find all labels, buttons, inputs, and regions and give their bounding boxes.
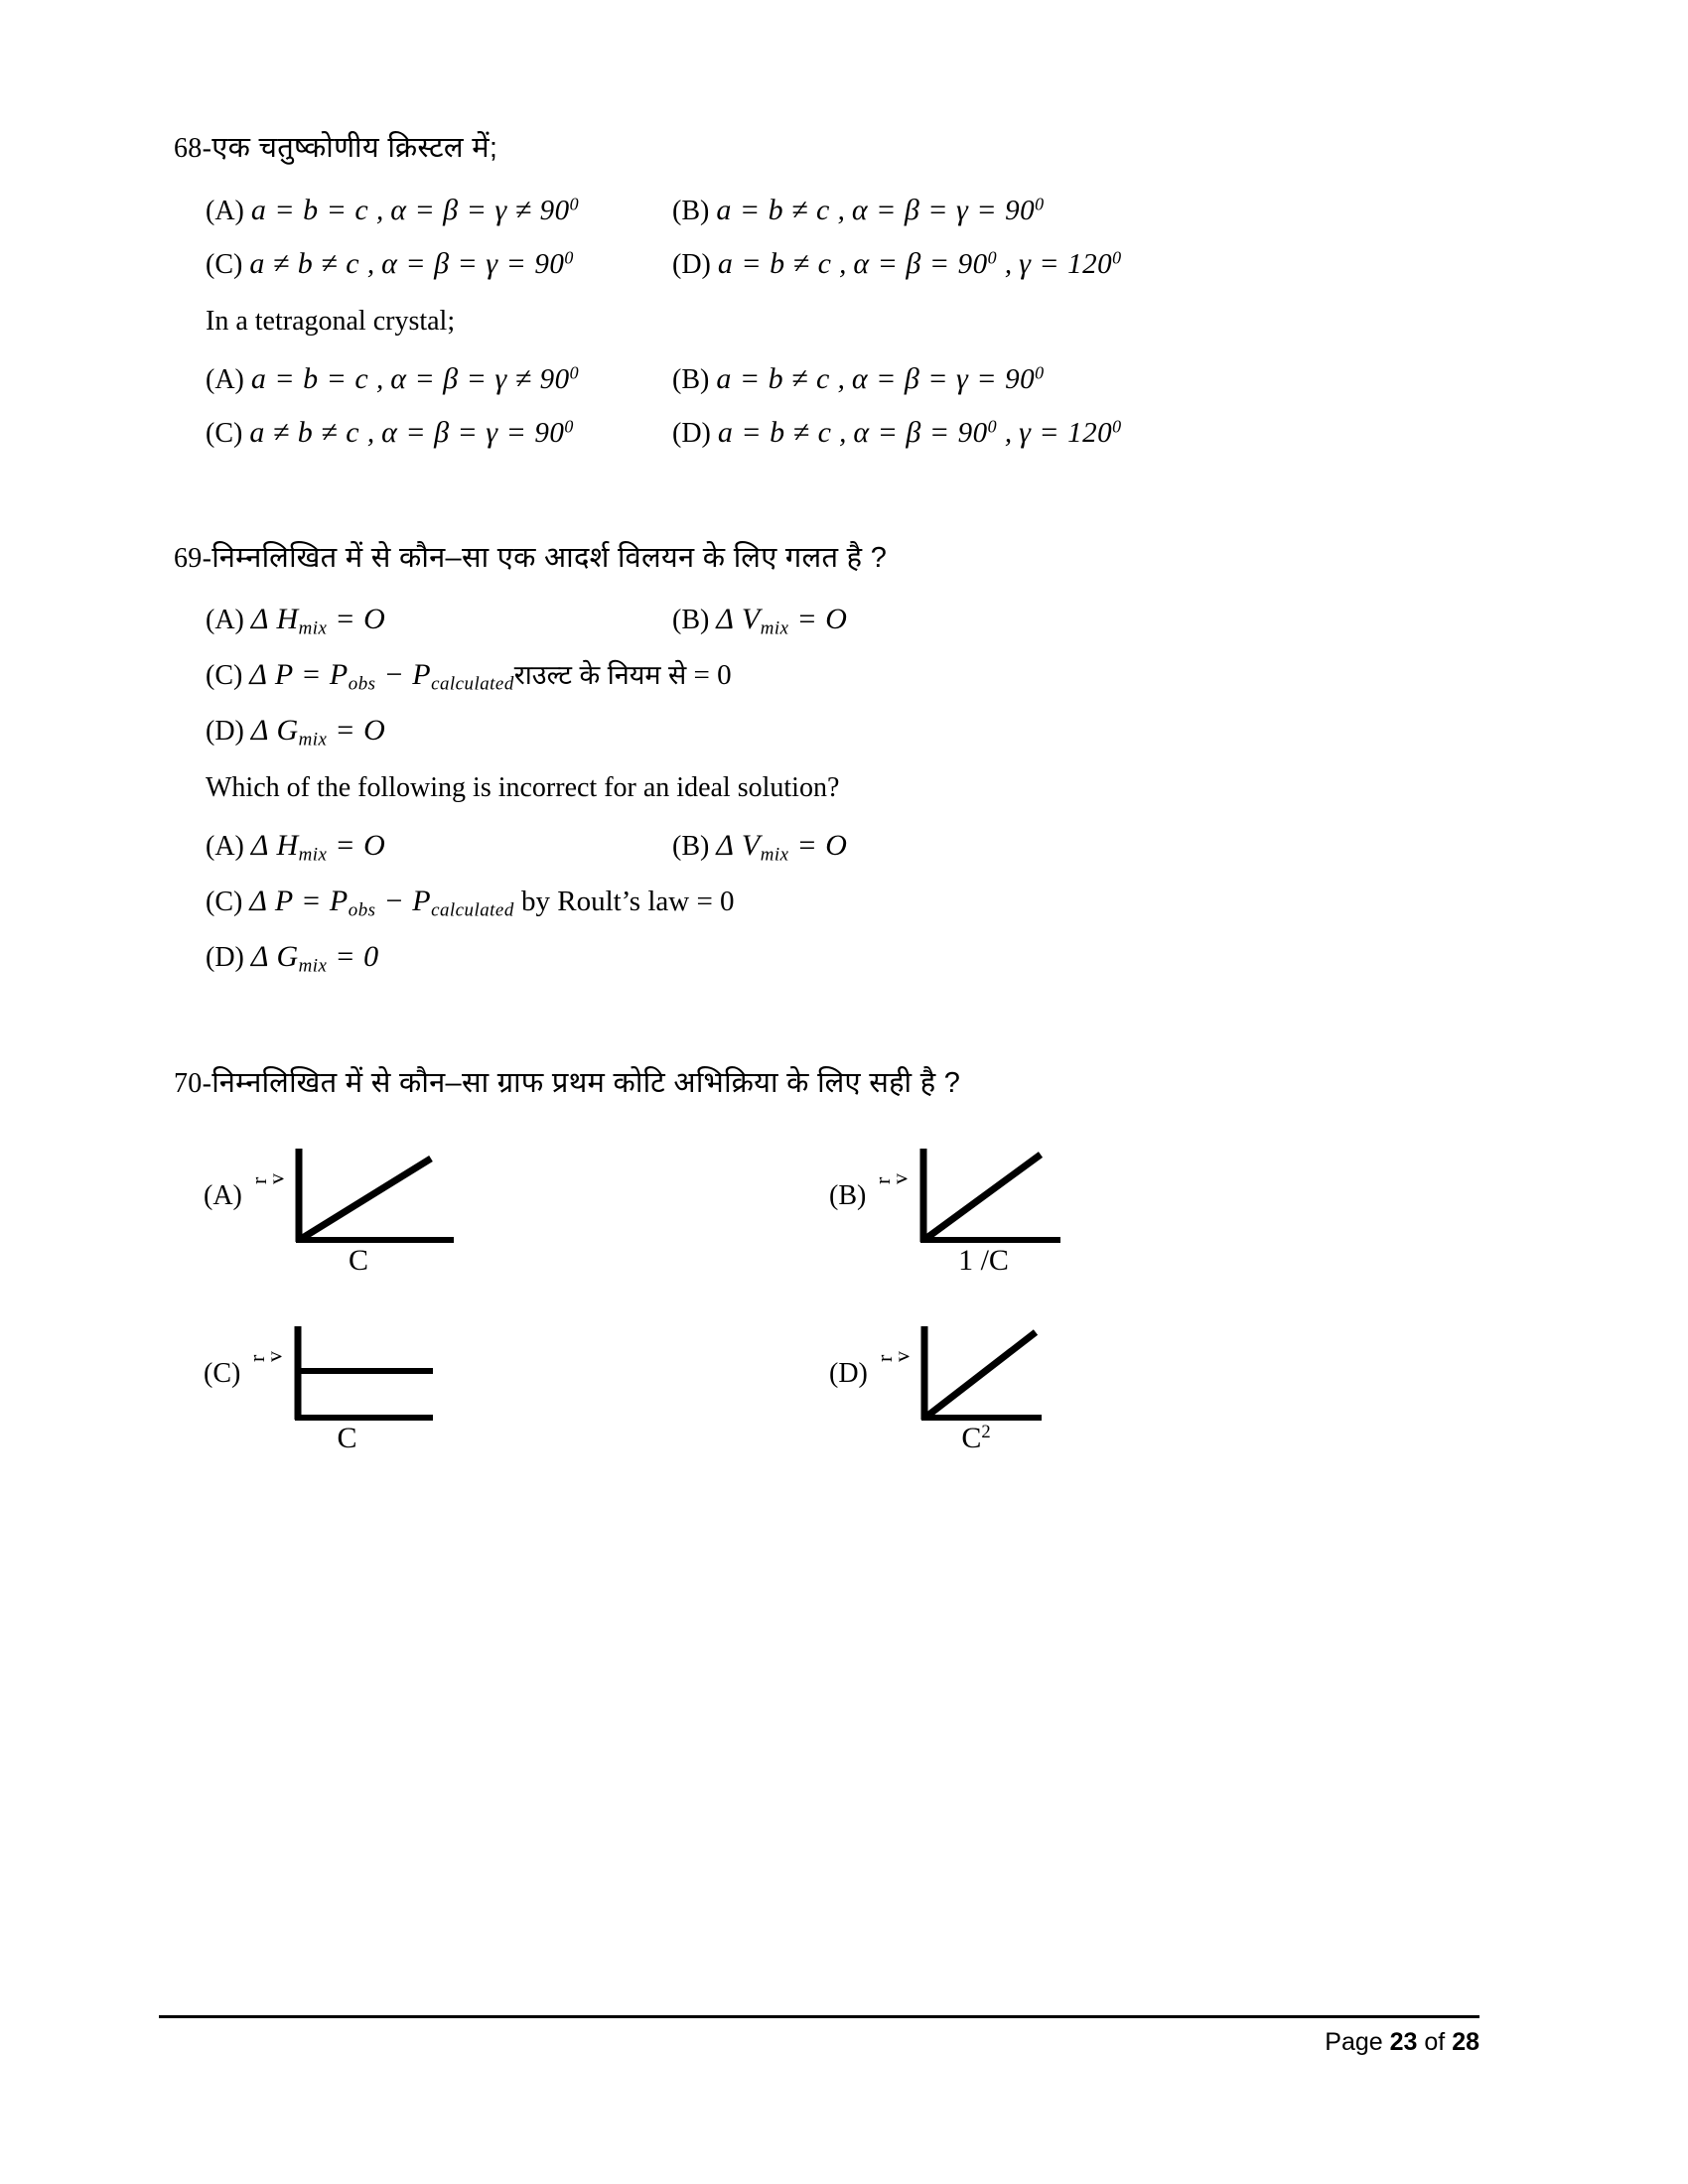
footer-prefix: Page [1325, 2028, 1390, 2056]
question-69-option-b-english[interactable] [672, 824, 1139, 869]
option-label: (C) [206, 418, 243, 450]
question-68-stem-english: In a tetragonal crystal; [206, 305, 456, 337]
option-math: Δ $G_{mix} = O$ [250, 713, 386, 751]
question-68-option-a-english[interactable] [206, 357, 672, 401]
graph-d-y-axis-label: r v [871, 1352, 914, 1362]
question-68-option-d-hindi[interactable] [672, 242, 1139, 286]
graph-c-x-axis-label: C [337, 1422, 357, 1454]
question-68-hindi-options-row-2 [206, 242, 1475, 286]
option-math: Δ $V_{mix} = O$ [716, 603, 848, 639]
option-math [249, 885, 514, 921]
question-70 [174, 1062, 1475, 1455]
graph-b-x-axis-label: 1 /C [958, 1244, 1009, 1277]
question-69-english-options-row-3 [206, 935, 1475, 980]
option-label: (D) [206, 941, 244, 973]
graph-a-figure [287, 1145, 466, 1277]
page-content [174, 127, 1475, 1500]
graph-a-y-axis-label: r v [245, 1174, 289, 1184]
question-69-option-d-english[interactable] [206, 935, 1099, 980]
graph-b-y-axis-label: r v [870, 1174, 913, 1184]
question-69-hindi-options-row-2 [206, 653, 1475, 698]
graph-d-figure [913, 1322, 1091, 1455]
question-69-option-c-english[interactable] [206, 880, 1099, 924]
option-label: (A) [206, 363, 244, 395]
question-70-stem-hindi [174, 1062, 1475, 1106]
option-math: Δ $G_{mix} = 0$ [250, 939, 379, 977]
question-69-hindi-options-row-3 [206, 709, 1475, 753]
question-70-option-a[interactable] [204, 1145, 670, 1277]
option-math: Δ $H_{mix} = O$ [250, 603, 386, 639]
option-c-sub-obs: obs [348, 899, 376, 921]
option-c-suffix: = 0 [686, 659, 732, 692]
option-c-sub-calculated: calculated [431, 899, 514, 921]
option-c-sub-calculated: calculated [431, 673, 514, 695]
option-math: Δ $V_{mix} = O$ [716, 829, 848, 866]
question-68-option-d-english[interactable] [672, 411, 1139, 455]
option-label: (D) [829, 1358, 868, 1389]
question-68-number: 68- [174, 133, 212, 164]
option-math: a = b ≠ c , $\alpha = \beta = \gamma = 90^0$ [716, 193, 1045, 226]
option-label: (C) [204, 1358, 241, 1389]
option-c-prefix: Δ P = P [249, 658, 349, 692]
question-69 [174, 537, 1475, 980]
question-68-hindi-text: एक चतुष्कोणीय क्रिस्टल में; [211, 132, 498, 164]
option-math: a = b ≠ c , $\alpha = \beta = \gamma = 90^0$ [716, 361, 1045, 395]
option-label: (C) [206, 887, 243, 918]
option-label: (D) [672, 418, 711, 450]
question-68-english-options-row-1 [206, 357, 1475, 401]
option-label: (D) [672, 249, 711, 281]
footer-total-pages: 28 [1452, 2028, 1479, 2056]
question-69-stem-english: Which of the following is incorrect for an ideal solution? [206, 772, 840, 804]
graph-options-row-1 [204, 1145, 1475, 1277]
question-69-hindi-text: निम्नलिखित में से कौन–सा एक आदर्श विलयन के लिए गलत है ? [211, 541, 888, 574]
option-c-law-text: by Roult’s law [513, 886, 697, 918]
option-label: (B) [672, 605, 710, 636]
question-69-option-b-hindi[interactable] [672, 598, 1139, 642]
question-70-option-c[interactable] [204, 1322, 670, 1454]
footer-current-page: 23 [1389, 2028, 1418, 2056]
option-label: (C) [206, 249, 243, 281]
option-label: (A) [204, 1180, 242, 1211]
option-label: (A) [206, 195, 244, 226]
question-70-graph-options [204, 1145, 1475, 1455]
option-label: (C) [206, 660, 243, 692]
question-70-option-d[interactable] [829, 1322, 1296, 1455]
option-label: (A) [206, 605, 244, 636]
question-68 [174, 127, 1475, 455]
question-69-stem-hindi [174, 537, 1475, 581]
option-label: (D) [206, 715, 244, 747]
question-69-option-c-hindi[interactable] [206, 653, 1099, 698]
question-68-option-b-hindi[interactable] [672, 189, 1139, 232]
question-69-number: 69- [174, 542, 212, 574]
option-c-mid: − P [375, 885, 432, 918]
question-68-option-c-english[interactable] [206, 411, 672, 455]
question-69-english-options-row-1 [206, 824, 1475, 869]
footer-middle: of [1417, 2028, 1453, 2056]
graph-options-row-2 [204, 1322, 1475, 1455]
question-68-option-c-hindi[interactable] [206, 242, 672, 286]
question-68-option-a-hindi[interactable] [206, 189, 672, 232]
graph-a-x-axis-label: C [349, 1244, 369, 1277]
option-math: a ≠ b ≠ c , $\alpha = \beta = \gamma = 90^0$ [249, 416, 574, 450]
graph-c-figure [286, 1322, 465, 1454]
graph-b-figure [912, 1145, 1090, 1277]
option-math: a = b ≠ c , $\alpha = \beta = 90^0$ , $\gamma = 120^0$ [717, 247, 1122, 281]
question-68-hindi-options-row-1 [206, 189, 1475, 232]
graph-d-x-axis-label [887, 1422, 1065, 1455]
option-c-prefix: Δ P = P [249, 885, 349, 918]
question-69-option-a-hindi[interactable] [206, 598, 672, 642]
footer-divider [159, 2015, 1479, 2018]
option-math: a = b ≠ c , $\alpha = \beta = 90^0$ , $\gamma = 120^0$ [717, 416, 1122, 450]
question-68-english-options-row-2 [206, 411, 1475, 455]
option-math: Δ $H_{mix} = O$ [250, 829, 386, 866]
option-label: (B) [672, 363, 710, 395]
option-c-suffix: = 0 [696, 886, 735, 918]
question-68-option-b-english[interactable] [672, 357, 1139, 401]
option-math: a = b = c , $\alpha = \beta = \gamma \ne 90^0$ [250, 361, 580, 395]
question-69-english-options-row-2 [206, 880, 1475, 924]
option-c-sub-obs: obs [348, 673, 376, 695]
option-label: (B) [829, 1180, 867, 1211]
option-math: a = b = c , $\alpha = \beta = \gamma \ne 90^0$ [250, 193, 580, 226]
question-69-hindi-options-row-1 [206, 598, 1475, 642]
question-70-number: 70- [174, 1067, 212, 1099]
option-c-mid: − P [375, 658, 432, 692]
question-69-option-a-english[interactable] [206, 824, 672, 869]
question-70-option-b[interactable] [829, 1145, 1296, 1277]
graph-d-x-base: C [961, 1422, 982, 1455]
option-math: a ≠ b ≠ c , $\alpha = \beta = \gamma = 90^0$ [249, 247, 574, 281]
option-c-hindi-phrase: राउल्ट के नियम से [513, 660, 687, 691]
question-69-option-d-hindi[interactable] [206, 709, 1099, 753]
graph-d-x-exponent: 2 [981, 1422, 991, 1442]
question-68-stem-hindi [174, 127, 1475, 171]
option-label: (A) [206, 831, 244, 863]
option-label: (B) [672, 831, 710, 863]
option-math [249, 658, 514, 695]
page-footer [1325, 2028, 1479, 2057]
option-label: (B) [672, 195, 710, 226]
question-70-hindi-text: निम्नलिखित में से कौन–सा ग्राफ प्रथम कोटि अभिक्रिया के लिए सही है ? [211, 1066, 961, 1099]
graph-c-y-axis-label: r v [244, 1352, 287, 1362]
